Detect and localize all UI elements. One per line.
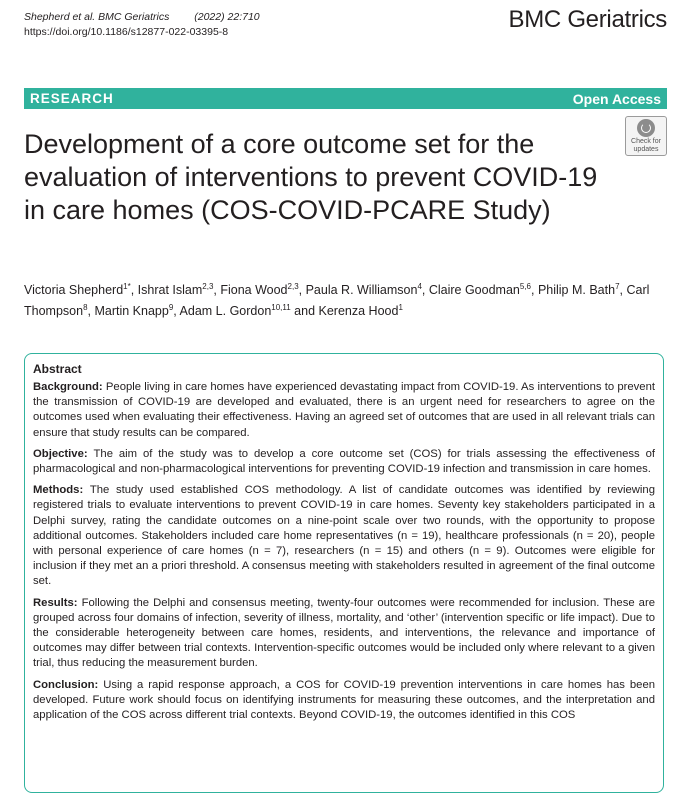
journal-logo: BMC Geriatrics (508, 6, 667, 33)
open-access-label: Open Access (572, 90, 661, 107)
section-label: RESEARCH (30, 91, 114, 106)
conclusion-label: Conclusion: (33, 678, 99, 691)
author-name[interactable]: Carl Thompson (24, 283, 650, 319)
author-affiliation: 1 (398, 303, 403, 313)
results-label: Results: (33, 596, 78, 609)
check-for-updates-button[interactable] (625, 116, 667, 156)
author-name[interactable]: Kerenza Hood (318, 304, 399, 319)
author-affiliation: 5,6 (519, 282, 531, 291)
author-name[interactable]: Paula R. Williamson (305, 283, 418, 298)
crossmark-icon (637, 119, 655, 137)
objective-text: The aim of the study was to develop a core outcome set (COS) for trials assessing the effectiveness of pharmacological and non-pharmacological interventions for preventing COVID-19 infection and transmission in care homes. (33, 447, 655, 476)
author-affiliation: 2,3 (202, 282, 214, 291)
authors-etal: Shepherd et al. (24, 11, 96, 23)
abstract-heading: Abstract (33, 362, 82, 376)
author-name[interactable]: Martin Knapp (94, 304, 169, 319)
authors-and: and (290, 304, 319, 319)
author-affiliation: 1* (123, 282, 131, 291)
author-affiliation: 9 (168, 303, 174, 313)
author-name[interactable]: Adam L. Gordon (179, 304, 272, 319)
author-name[interactable]: Ishrat Islam (137, 283, 203, 298)
methods-text: The study used established COS methodology. A list of candidate outcomes was identified by reviewing registered trials to evaluate interventions to prevent COVID-19 in care homes. Seventy key stakeholders participated in a Delphi survey, rating the candidate outcomes on a nine-point scale over two rounds, with the opportunity to propose additional outcomes. Stakeholders included care home representatives (n = 19), healthcare professionals (n = 20), people with personal experience of care homes (n = 7), researchers (n = 15) and others (n = 9). Outcomes were eligible for inclusion if they met an a priori threshold. A consensus meeting with stakeholders resulted in agreement of the final outcome set. (33, 484, 655, 588)
abstract-box (24, 353, 664, 793)
abstract-methods (33, 483, 655, 589)
citation-block (24, 10, 260, 40)
abstract-results (33, 596, 655, 672)
journal-name: BMC Geriatrics (98, 11, 170, 23)
abstract-objective (33, 447, 655, 477)
section-banner (24, 88, 667, 109)
author-name[interactable]: Claire Goodman (428, 283, 520, 298)
check-updates-line2: updates (633, 145, 659, 153)
objective-label: Objective: (33, 447, 88, 460)
author-name[interactable]: Philip M. Bath (537, 283, 616, 298)
abstract-conclusion (33, 678, 655, 724)
author-name[interactable]: Victoria Shepherd (24, 283, 124, 298)
results-text: Following the Delphi and consensus meeting, twenty-four outcomes were recommended for inclusion. These are grouped across four domains of infection, severity of illness, mortality, and ‘other’ (intervention specific or life impact). Due to the considerable heterogeneity between care homes, residents, and interventions, the relevance and importance of outcomes may differ between trial contexts. Intervention-specific outcomes would be included only where relevant to a given trial, thus reducing the measurement burden. (33, 596, 655, 670)
methods-label: Methods: (33, 484, 84, 497)
author-affiliation: 7 (615, 282, 620, 291)
volume-info: (2022) 22:710 (194, 11, 260, 23)
background-text: People living in care homes have experienced devastating impact from COVID-19. As interventions to prevent the transmission of COVID-19 are developed and evaluated, there is an urgent need for researchers to agree on the outcomes used when evaluating their effectiveness. Having an agreed set of outcomes that are used in all relevant trials can ensure that study results can be compared. (33, 381, 656, 439)
background-label: Background: (33, 381, 103, 393)
check-updates-line1: Check for (631, 138, 661, 145)
citation-line (24, 10, 260, 25)
author-affiliation: 2,3 (287, 282, 299, 291)
article-title: Development of a core outcome set for the evaluation of interventions to prevent COVID-19 in care homes (COS-COVID-PCARE Study) (24, 129, 598, 225)
check-updates-text (631, 138, 661, 153)
conclusion-text: Using a rapid response approach, a COS for COVID-19 prevention interventions in care homes has been developed. Future work should focus on identifying instruments for measuring these outcomes, and the interpretation and application of the COS across different trial contexts. Beyond COVID-19, the outcomes identified in this COS (33, 678, 656, 722)
author-affiliation: 4 (417, 282, 422, 291)
author-affiliation: 10,11 (271, 303, 291, 313)
author-affiliation: 8 (83, 303, 88, 313)
doi-link[interactable]: https://doi.org/10.1186/s12877-022-03395-8 (24, 26, 229, 38)
author-list: Victoria Shepherd$^{1*}$, Ishrat Islam$^{2,3}$, Fiona Wood$^{2,3}$, Paula R. Williamson$^4$, Claire Goodman$^{5,6}$, Philip M. Bath$^7$, Carl Thompson$^8$, Martin Knapp$^9$, Adam L. Gordon$^{10,11}$ and Kerenza Hood$^1$ (24, 282, 650, 319)
abstract-background (33, 380, 655, 441)
author-name[interactable]: Fiona Wood (220, 283, 288, 298)
